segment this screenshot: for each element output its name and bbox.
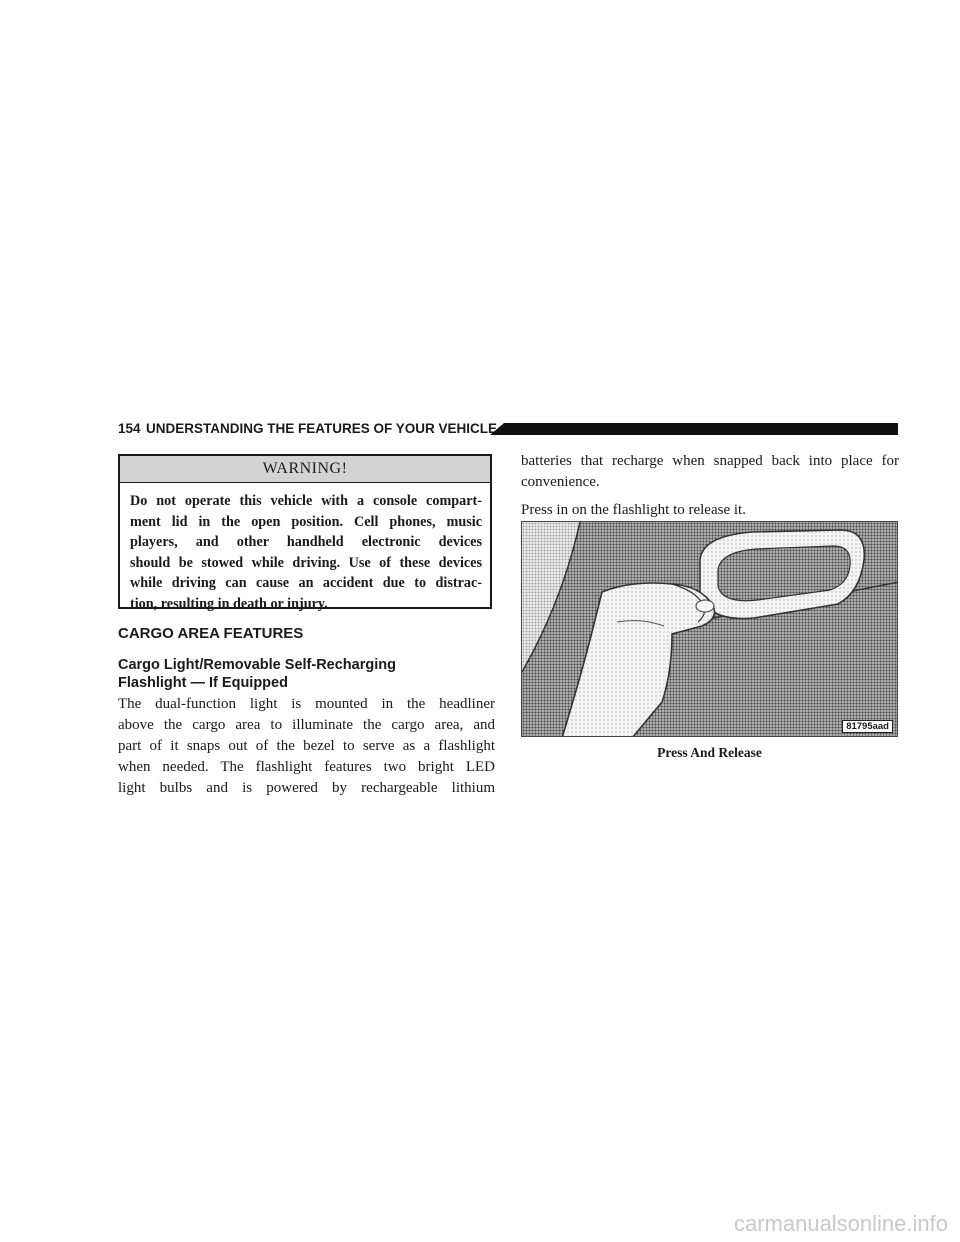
warning-line: tion, resulting in death or injury. xyxy=(130,595,328,612)
figure-id: 81795aad xyxy=(842,720,893,733)
flashlight-illustration xyxy=(521,521,898,737)
body-line: The dual-function light is mounted in the headliner xyxy=(118,696,495,712)
warning-line: should be stowed while driving. Use of these devices xyxy=(130,554,482,571)
section-title: UNDERSTANDING THE FEATURES OF YOUR VEHICLE xyxy=(146,421,498,436)
body-line: part of it snaps out of the bezel to serve as a flashlight xyxy=(118,738,495,754)
body-line: light bulbs and is powered by rechargeable lithium xyxy=(118,780,495,796)
body-line: convenience. xyxy=(521,474,600,490)
cargo-heading: CARGO AREA FEATURES xyxy=(118,625,304,642)
body-line: batteries that recharge when snapped back into place for xyxy=(521,453,899,469)
header-rule xyxy=(490,423,898,435)
press-instruction: Press in on the flashlight to release it. xyxy=(521,502,746,518)
subheading-line: Cargo Light/Removable Self-Recharging xyxy=(118,657,396,673)
warning-line: Do not operate this vehicle with a console compart- xyxy=(130,493,482,509)
continuation-text xyxy=(521,451,899,493)
warning-line: players, and other handheld electronic devices xyxy=(130,534,482,551)
warning-box xyxy=(118,454,492,612)
cargo-body xyxy=(118,694,495,799)
fingernail xyxy=(696,600,714,612)
warning-title: WARNING! xyxy=(120,456,490,483)
watermark: carmanualsonline.info xyxy=(733,1211,948,1236)
warning-line: while driving can cause an accident due to distrac- xyxy=(130,575,482,592)
warning-text xyxy=(130,491,482,615)
illustration-svg xyxy=(522,522,898,737)
warning-line: ment lid in the open position. Cell phones, music xyxy=(130,513,482,530)
body-line: above the cargo area to illuminate the cargo area, and xyxy=(118,717,495,733)
subheading-line: Flashlight — If Equipped xyxy=(118,674,288,691)
body-line: when needed. The flashlight features two bright LED xyxy=(118,759,495,775)
page-number: 154 xyxy=(118,421,141,436)
cargo-subheading xyxy=(118,657,498,692)
page-header xyxy=(118,421,898,437)
figure-caption: Press And Release xyxy=(657,745,762,760)
